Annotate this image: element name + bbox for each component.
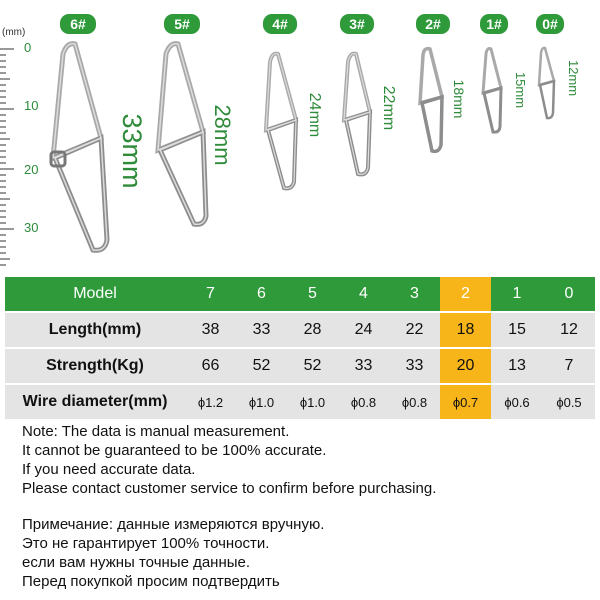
dimension-label-6: 33mm: [117, 113, 147, 189]
table-header-cell: 3: [410, 285, 419, 302]
table-cell: ϕ0.6: [504, 394, 530, 410]
dimension-label-3: 22mm: [380, 85, 397, 131]
note-en-line: Note: The data is manual measurement.: [22, 423, 290, 440]
table-cell: 33: [252, 321, 271, 338]
table-cell: 52: [252, 357, 271, 374]
row-label: Wire diameter(mm): [22, 393, 168, 410]
table-cell: 7: [564, 357, 574, 374]
spec-table: [5, 277, 595, 421]
ruler-tick-label: 30: [24, 220, 39, 235]
table-cell-highlighted: ϕ0.7: [440, 385, 491, 419]
note-en-line: If you need accurate data.: [22, 461, 196, 478]
table-header-label: Model: [73, 285, 117, 302]
table-cell: 33: [405, 357, 424, 374]
snap-illustration-1: [478, 45, 508, 140]
size-label-6: 6#: [60, 14, 96, 34]
table-row: [5, 385, 595, 419]
table-cell: 15: [508, 321, 526, 338]
table-header-cell: 6: [257, 285, 266, 302]
note-en-line: It cannot be guaranteed to be 100% accurate.: [22, 442, 327, 459]
table-cell-highlighted: 20: [440, 349, 491, 383]
table-cell: ϕ1.0: [248, 394, 275, 410]
ruler-tick-label: 10: [24, 98, 39, 113]
table-cell: ϕ1.0: [299, 394, 326, 410]
table-row: [5, 349, 595, 383]
table-cell: 12: [560, 321, 578, 338]
table-cell: 52: [303, 357, 322, 374]
table-header-cell: 4: [359, 285, 368, 302]
ruler-tick-label: 20: [24, 162, 39, 177]
note-ru-line: Это не гарантирует 100% точности.: [22, 535, 270, 552]
table-cell: 66: [201, 357, 220, 374]
snap-illustration-2: [414, 45, 450, 160]
table-header-cell: 7: [206, 285, 215, 302]
table-cell: 22: [405, 321, 424, 338]
row-label: Strength(Kg): [46, 357, 144, 374]
snap-illustration-6: [45, 40, 115, 255]
table-header-cell: 5: [308, 285, 317, 302]
table-header-cell: 0: [564, 285, 574, 302]
size-label-5: 5#: [164, 14, 200, 34]
dimension-label-5: 28mm: [210, 104, 235, 166]
table-cell: ϕ1.2: [197, 394, 224, 410]
snap-illustration-0: [534, 45, 560, 125]
ruler-unit-label: (mm): [2, 27, 26, 38]
table-cell: ϕ0.8: [350, 394, 377, 410]
note-ru-line: Примечание: данные измеряются вручную.: [22, 516, 325, 533]
table-cell: ϕ0.5: [556, 394, 582, 410]
dimension-label-4: 24mm: [306, 92, 323, 138]
table-cell: 33: [354, 357, 373, 374]
dimension-label-2: 18mm: [451, 79, 467, 119]
table-header-cell: 1: [512, 285, 522, 302]
table-row: [5, 313, 595, 347]
ruler-tick-label: 0: [24, 40, 32, 55]
table-header-row: [5, 277, 595, 311]
dimension-label-1: 15mm: [513, 71, 528, 109]
row-label: Length(mm): [48, 321, 142, 338]
snap-illustration-3: [338, 50, 378, 185]
size-label-3: 3#: [340, 14, 374, 34]
size-label-4: 4#: [263, 14, 297, 34]
table-cell: 28: [303, 321, 322, 338]
ruler-icon: [0, 45, 22, 275]
size-label-2: 2#: [416, 14, 450, 34]
table-cell: 24: [354, 321, 373, 338]
table-cell: 13: [508, 357, 526, 374]
size-label-1: 1#: [480, 14, 508, 34]
table-cell-highlighted: 18: [440, 313, 491, 347]
dimension-label-0: 12mm: [566, 59, 581, 97]
note-en-line: Please contact customer service to confirm before purchasing.: [22, 480, 437, 497]
table-cell: 38: [201, 321, 220, 338]
size-label-0: 0#: [536, 14, 564, 34]
snap-illustration-5: [148, 40, 218, 240]
note-ru-line: Перед покупкой просим подтвердить: [22, 573, 280, 590]
table-header-cell-highlighted: 2: [440, 277, 491, 311]
table-cell: ϕ0.8: [401, 394, 428, 410]
snap-illustration-4: [258, 50, 303, 200]
note-ru-line: если вам нужны точные данные.: [22, 554, 251, 571]
